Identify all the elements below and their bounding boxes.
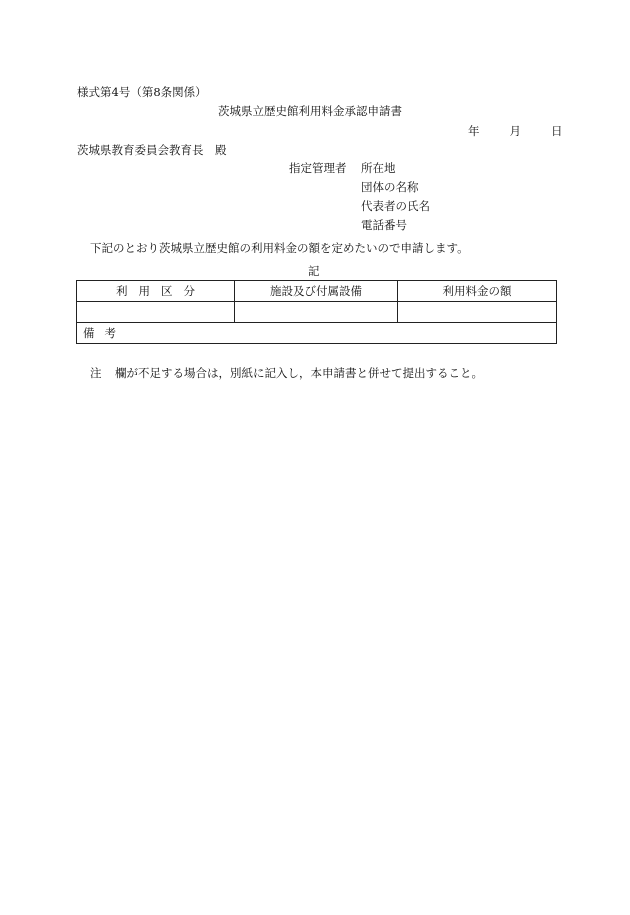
cell-fee-amount[interactable]: [398, 302, 557, 323]
remarks-label: 備考: [77, 323, 557, 344]
cell-facility[interactable]: [235, 302, 398, 323]
document-title: 茨城県立歴史館利用料金承認申請書: [218, 104, 402, 118]
form-number: 様式第4号（第8条関係）: [77, 85, 207, 99]
date-line: [468, 124, 563, 138]
applicant-field-address: 所在地: [361, 161, 396, 175]
note-text: 欄が不足する場合は，別紙に記入し，本申請書と併せて提出すること。: [115, 366, 483, 380]
note-label: 注: [90, 366, 102, 380]
header-usage-category: 利用区分: [77, 281, 235, 302]
ki-label: 記: [308, 264, 320, 278]
request-statement: 下記のとおり茨城県立歴史館の利用料金の額を定めたいので申請します。: [90, 241, 469, 255]
header-facility: 施設及び付属設備: [235, 281, 398, 302]
date-month: 月: [509, 124, 521, 138]
applicant-role: 指定管理者: [289, 161, 347, 175]
applicant-field-representative: 代表者の氏名: [361, 199, 430, 213]
applicant-field-phone: 電話番号: [361, 218, 407, 232]
date-day: 日: [551, 124, 563, 138]
table-row: [77, 302, 557, 323]
header-fee-amount: 利用料金の額: [398, 281, 557, 302]
fee-table: [76, 280, 557, 344]
applicant-field-organization: 団体の名称: [361, 180, 419, 194]
table-header-row: [77, 281, 557, 302]
remarks-row: [77, 323, 557, 344]
date-year: 年: [468, 124, 480, 138]
applicant-block: [289, 161, 430, 237]
note: [90, 366, 483, 380]
addressee: 茨城県教育委員会教育長 殿: [77, 143, 227, 157]
cell-usage-category[interactable]: [77, 302, 235, 323]
